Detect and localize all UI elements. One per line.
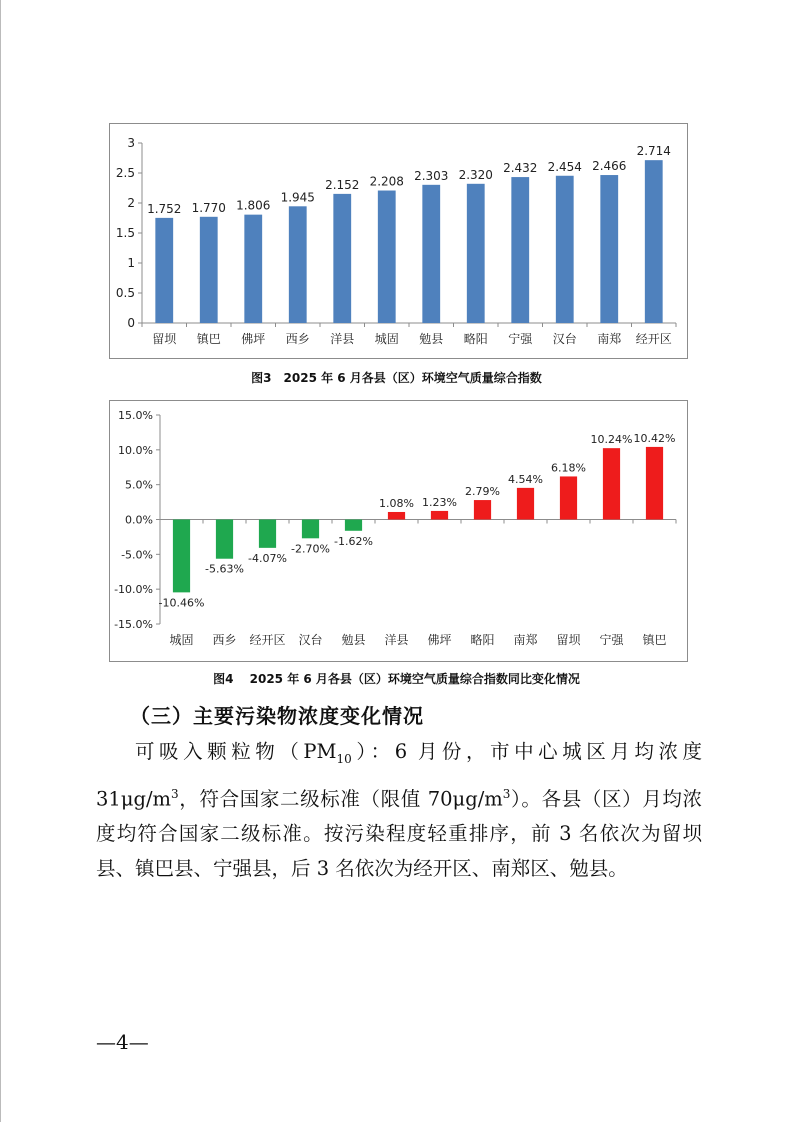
y-tick-label: 0.0% (125, 513, 153, 527)
y-tick-label: -5.0% (121, 548, 153, 562)
category-label: 洋县 (330, 332, 355, 346)
category-label: 汉台 (552, 332, 577, 346)
para-part-4: ）。各县（区）月均浓度均符合国家二级标准。按污染程度轻重排序，前 3 名依次为留坝县、镇巴县、宁强县，后 3 名依次为经开区、南郑区、勉县。 (96, 787, 702, 881)
bar (474, 500, 491, 519)
category-label: 佛坪 (427, 633, 452, 647)
chart-composite-index-svg (110, 124, 687, 358)
bar (345, 520, 362, 531)
bar (645, 160, 663, 323)
bar (333, 194, 351, 323)
y-tick-label: 0 (127, 316, 135, 330)
category-label: 略阳 (463, 332, 488, 346)
bar (646, 447, 663, 520)
data-label: 4.54% (508, 472, 543, 486)
bar (289, 206, 307, 323)
data-label: 1.806 (236, 198, 271, 213)
pm-subscript: 10 (336, 751, 352, 766)
data-label: 2.320 (458, 167, 493, 182)
data-label: 1.945 (280, 190, 315, 205)
category-label: 留坝 (556, 633, 581, 647)
y-tick-label: 0.5 (115, 286, 135, 300)
bar (560, 476, 577, 519)
category-label: 宁强 (508, 332, 533, 346)
y-tick-label: 1.5 (115, 226, 135, 240)
data-label: 1.23% (422, 495, 457, 509)
category-label: 南郑 (597, 332, 622, 346)
para-part-2: ）：6 月份，市中心城区月均浓度 31μg/m (96, 740, 702, 811)
y-tick-label: -10.0% (114, 583, 153, 597)
category-label: 西乡 (212, 633, 237, 647)
category-label: 留坝 (152, 332, 177, 346)
data-label: 2.714 (636, 144, 671, 159)
figure-3-caption: 图3 2025 年 6 月各县（区）环境空气质量综合指数 (251, 371, 542, 385)
bar (155, 218, 173, 323)
category-label: 镇巴 (642, 633, 667, 647)
bar (467, 184, 485, 323)
chart-yoy-change (109, 400, 688, 662)
data-label: 2.152 (325, 177, 360, 192)
unit-superscript-2: 3 (502, 786, 511, 801)
page-number: —4— (96, 1030, 149, 1054)
bar (244, 215, 262, 323)
data-label: -10.46% (158, 596, 205, 610)
data-label: 1.770 (191, 200, 226, 215)
bar (511, 177, 529, 323)
bar (517, 488, 534, 520)
y-tick-label: -15.0% (114, 618, 153, 631)
category-label: 勉县 (419, 332, 444, 346)
page-edge (0, 0, 1, 1122)
category-label: 经开区 (635, 332, 672, 346)
y-tick-label: 2.5 (115, 166, 135, 180)
category-label: 城固 (169, 633, 194, 647)
y-tick-label: 15.0% (118, 409, 153, 422)
data-label: 2.303 (414, 168, 449, 183)
category-label: 略阳 (470, 633, 495, 647)
category-label: 佛坪 (241, 332, 266, 346)
data-label: -1.62% (334, 534, 373, 548)
bar (216, 520, 233, 559)
bar (422, 185, 440, 323)
unit-superscript-1: 3 (171, 786, 179, 801)
chart-composite-index (109, 123, 688, 359)
category-label: 勉县 (341, 633, 366, 647)
chart-yoy-change-svg (110, 401, 687, 661)
category-label: 城固 (374, 332, 399, 346)
data-label: -5.63% (205, 562, 244, 576)
data-label: 1.752 (147, 201, 182, 216)
bar (200, 217, 218, 323)
category-label: 南郑 (513, 633, 538, 647)
y-tick-label: 1 (127, 256, 135, 270)
data-label: 2.208 (369, 174, 404, 189)
bar (431, 511, 448, 520)
section-heading: （三）主要污染物浓度变化情况 (130, 704, 424, 728)
bar (302, 520, 319, 539)
data-label: 1.08% (379, 496, 414, 510)
data-label: 2.79% (465, 485, 500, 499)
y-tick-label: 3 (127, 136, 135, 150)
bar (259, 520, 276, 548)
bar (600, 175, 618, 323)
category-label: 镇巴 (196, 332, 221, 346)
category-label: 西乡 (285, 332, 310, 346)
bar (173, 520, 190, 593)
bar (603, 448, 620, 519)
bar (388, 512, 405, 520)
data-label: 10.42% (633, 431, 676, 445)
figure-4-caption: 图4 2025 年 6 月各县（区）环境空气质量综合指数同比变化情况 (213, 672, 580, 686)
data-label: 2.454 (547, 159, 582, 174)
data-label: -4.07% (248, 551, 287, 565)
section-paragraph (96, 734, 702, 886)
y-tick-label: 2 (127, 196, 135, 210)
para-part-3: ，符合国家二级标准（限值 70μg/m (178, 787, 503, 811)
para-part-1: 可吸入颗粒物（PM (135, 740, 337, 763)
data-label: 2.432 (503, 161, 538, 176)
category-label: 经开区 (249, 633, 286, 647)
data-label: 10.24% (590, 433, 633, 447)
y-tick-label: 10.0% (118, 443, 153, 457)
category-label: 汉台 (298, 633, 323, 647)
data-label: 2.466 (592, 159, 627, 174)
category-label: 宁强 (599, 633, 624, 647)
y-tick-label: 5.0% (125, 478, 153, 492)
category-label: 洋县 (384, 633, 409, 647)
bar (378, 191, 396, 323)
data-label: 6.18% (551, 461, 586, 475)
data-label: -2.70% (291, 542, 330, 556)
bar (556, 176, 574, 323)
